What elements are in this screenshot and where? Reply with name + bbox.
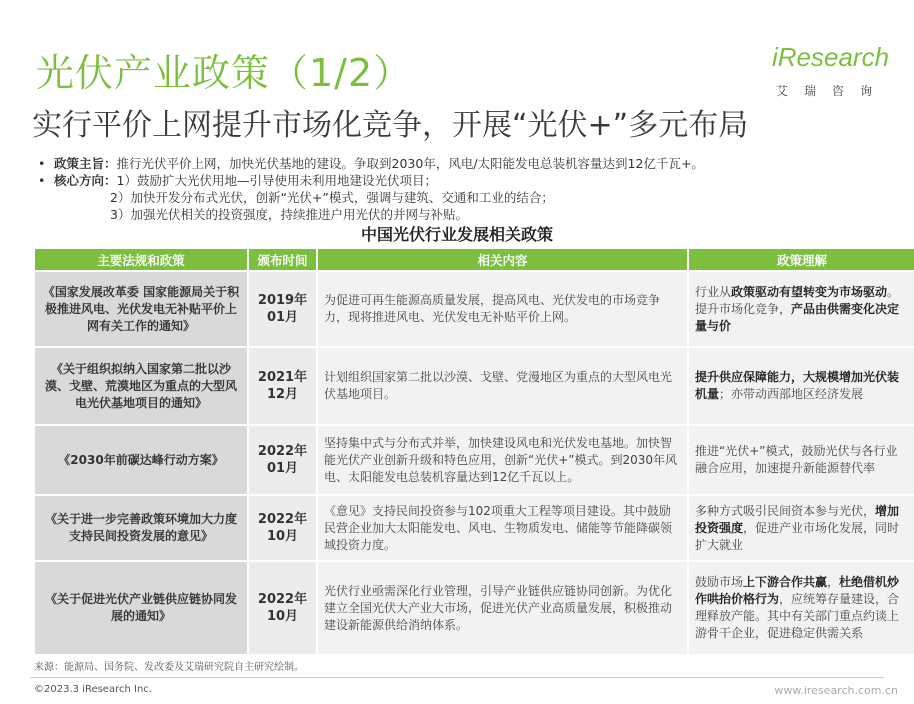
law-cell: 《关于进一步完善政策环境加大力度支持民间投资发展的意见》: [35, 496, 247, 560]
logo-cn: 艾瑞咨询: [776, 84, 889, 98]
date-cell: 2022年10月: [249, 562, 316, 654]
source-note: 来源：能源局、国务院、发改委及艾瑞研究院自主研究绘制。: [34, 662, 304, 673]
key-points: [38, 155, 704, 223]
bullet-core-direction: [38, 172, 704, 189]
understanding-cell: 提升供应保障能力，大规模增加光伏装机量；亦带动西部地区经济发展: [689, 348, 914, 424]
bullet-text: 1）鼓励扩大光伏用地—引导使用未利用地建设光伏项目；: [116, 173, 437, 188]
content-cell: 《意见》支持民间投资参与102项重大工程等项目建设。其中鼓励民营企业加大太阳能发电、风电、生物质发电、储能等节能降碳领域投资力度。: [318, 496, 687, 560]
bullet-label: 政策主旨：: [54, 156, 117, 171]
content-cell: 光伏行业亟需深化行业管理，引导产业链供应链协同创新。为优化建立全国光伏大产业大市场，促进光伏产业高质量发展，积极推动建设新能源供给消纳体系。: [318, 562, 687, 654]
table-row: [35, 272, 914, 346]
logo-brand: iResearch: [772, 42, 890, 72]
table-row: [35, 426, 914, 494]
bullet-policy-aim: [38, 155, 704, 172]
table-row: [35, 348, 914, 424]
table-header-row: [35, 249, 914, 270]
header-law: 主要法规和政策: [35, 249, 247, 270]
table-title: 中国光伏行业发展相关政策: [360, 225, 553, 244]
content-cell: 计划组织国家第二批以沙漠、戈壁、党漫地区为重点的大型风电光伏基地项目。: [318, 348, 687, 424]
watermark: www.iresearch.com.cn: [774, 684, 898, 697]
understanding-cell: 行业从政策驱动有望转变为市场驱动。提升市场化竞争，产品由供需变化决定量与价: [689, 272, 914, 346]
policy-table: [33, 247, 914, 656]
content-cell: 为促进可再生能源高质量发展，提高风电、光伏发电的市场竞争力，现将推进风电、光伏发电无补贴平价上网。: [318, 272, 687, 346]
law-cell: 《2030年前碳达峰行动方案》: [35, 426, 247, 494]
bullet-label: 核心方向：: [54, 173, 117, 188]
understanding-cell: 鼓励市场上下游合作共赢，杜绝借机炒作哄抬价格行为，应统筹存量建设，合理释放产能。其中有关部门重点约谈上游骨干企业，促进稳定供需关系: [689, 562, 914, 654]
page-title: 光伏产业政策（1/2）: [36, 51, 413, 95]
date-cell: 2021年12月: [249, 348, 316, 424]
law-cell: 《关于促进光伏产业链供应链协同发展的通知》: [35, 562, 247, 654]
header-date: 颁布时间: [249, 249, 316, 270]
bullet-text: 2）加快开发分布式光伏，创新“光伏+”模式，强调与建筑、交通和工业的结合；: [110, 190, 554, 205]
date-cell: 2019年01月: [249, 272, 316, 346]
law-cell: 《国家发展改革委 国家能源局关于积极推进风电、光伏发电无补贴平价上网有关工作的通知》: [35, 272, 247, 346]
understanding-cell: 多种方式吸引民间资本参与光伏，增加投资强度，促进产业市场化发展，同时扩大就业: [689, 496, 914, 560]
table-row: [35, 496, 914, 560]
copyright: ©2023.3 iResearch Inc.: [34, 684, 152, 695]
footer-divider: [30, 677, 884, 678]
table-row: [35, 562, 914, 654]
page-subtitle: 实行平价上网提升市场化竞争，开展“光伏+”多元布局: [32, 108, 749, 143]
iresearch-logo: [770, 42, 890, 102]
bullet-dot-icon: •: [38, 173, 46, 188]
bullet-sub-item: [38, 189, 704, 206]
bullet-sub-item: [38, 206, 704, 223]
content-cell: 坚持集中式与分布式并举，加快建设风电和光伏发电基地。加快智能光伏产业创新升级和特色应用，创新“光伏+”模式。到2030年风电、太阳能发电总装机容量达到12亿千瓦以上。: [318, 426, 687, 494]
header-content: 相关内容: [318, 249, 687, 270]
law-cell: 《关于组织拟纳入国家第二批以沙漠、戈壁、荒漠地区为重点的大型风电光伏基地项目的通知》: [35, 348, 247, 424]
bullet-text: 推行光伏平价上网，加快光伏基地的建设。争取到2030年，风电/太阳能发电总装机容量达到12亿千瓦+。: [116, 156, 704, 171]
header-understanding: 政策理解: [689, 249, 914, 270]
bullet-dot-icon: •: [38, 156, 46, 171]
date-cell: 2022年01月: [249, 426, 316, 494]
bullet-text: 3）加强光伏相关的投资强度，持续推进户用光伏的并网与补贴。: [110, 207, 468, 222]
understanding-cell: 推进“光伏+”模式，鼓励光伏与各行业融合应用，加速提升新能源替代率: [689, 426, 914, 494]
date-cell: 2022年10月: [249, 496, 316, 560]
